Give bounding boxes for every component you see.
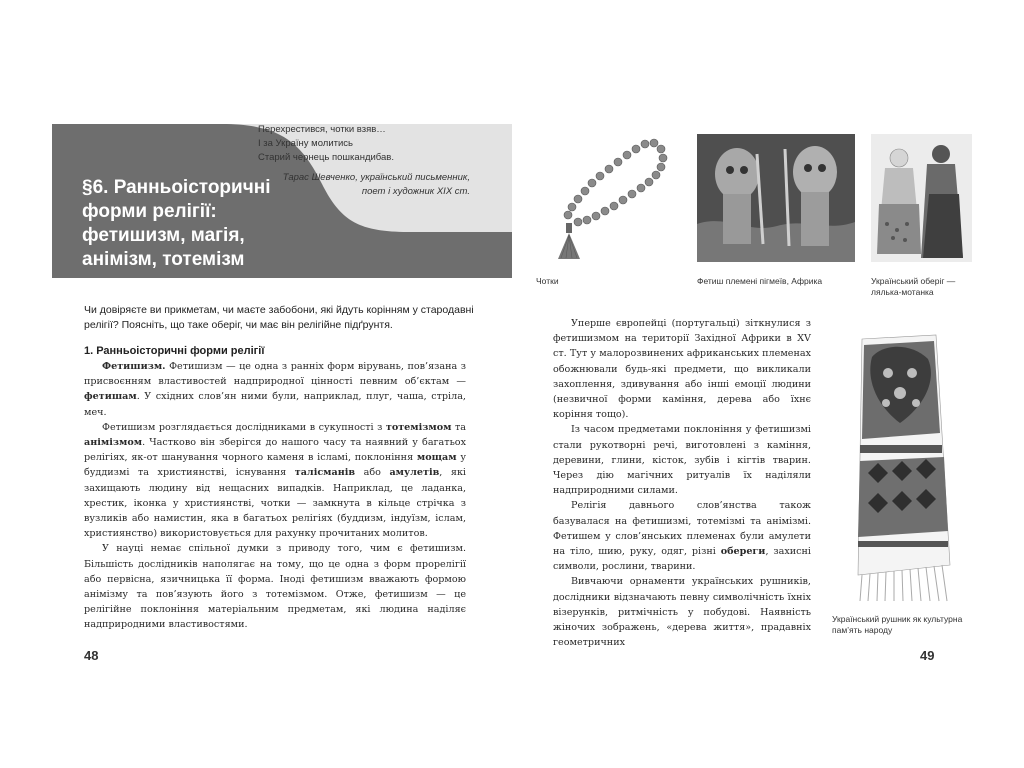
paragraph-text: Вивчаючи орнаменти українських рушників, дослідники відзначають певну символічність їхніх візерунків, ритмічність у побудові. Наявність жіночих зображень, «дерева життя», прадавніх геометричних (553, 576, 811, 649)
intro-question: Чи довіряєте ви прикметам, чи маєте забобони, які йдуть корінням у стародавні релігії? Поясніть, що таке оберіг, чи має він релігійне підґрунтя. (84, 304, 474, 331)
paragraph-text: або (355, 467, 390, 479)
bold-term: Фетишизм. (102, 361, 166, 372)
caption-doll-line: Український оберіг — (871, 276, 956, 286)
caption-fetish: Фетиш племені пігмеїв, Африка (697, 276, 823, 286)
bold-term: амулетів (389, 467, 440, 479)
bold-term: талісманів (294, 467, 356, 479)
bold-term: мощам (416, 452, 457, 464)
paragraph-text: Релігія давнього слов’янства також базувалася на фетишизмі, тотемізмі та анімізмі. Фетишем у слов’янських племенах були амулети на тіло, шию, руку, одяг, різні (553, 500, 811, 558)
right-paragraph (553, 316, 811, 422)
caption-beads: Чотки (536, 276, 559, 286)
section-heading: 1. Ранньоісторичні форми релігії (84, 345, 265, 357)
bold-term: фетишам (84, 391, 137, 403)
chapter-title-line: форми релігії: (82, 201, 217, 222)
right-paragraph (553, 498, 811, 574)
paragraph-text: , які захищають людину від нещасних випадків. Наприклад, це ладанка, хрестик, іконка у християнстві, чотки — замкнута в кільце стрічка з вузликів або намистин, яка в багатьох релігіях (буддизм, індуїзм, іслам, християнство) використовується для рахунку прочитаних молитов. (84, 467, 467, 540)
paragraph-text: Уперше європейці (португальці) зіткнулися з фетишизмом на території Західної Африки в XV ст. Тут у малорозвинених африканських племенах обожнювали будь-які предмети, що викликали захоплення, здивування або інші емоції людини (незвичної форми каміння, дерева або їхнє коріння тощо). (553, 318, 811, 421)
epigraph-line: Старий чернець пошкандибав. (258, 152, 394, 163)
caption-doll (871, 276, 955, 298)
epigraph (258, 123, 478, 199)
left-paragraph (84, 541, 466, 632)
epigraph-author: поет і художник XIX ст. (361, 186, 470, 197)
paragraph-text: Фетишизм розглядається дослідниками в сукупності з (102, 421, 386, 433)
paragraph-text: Із часом предметами поклоніння у фетишизмі стали рукотворні речі, виготовлені з каміння, деревини, глини, кісток, зубів і кігтів тварин. Через дію магічних ритуалів їх наділяли надприродними силами. (553, 424, 811, 497)
paragraph-text: . Частково він зберігся до нашого часу та наявний у багатьох релігіях, як-от шанування чорного каменя в ісламі, поклоніння (84, 437, 466, 464)
paragraph-text: у буддизмі та християнстві, існування (84, 452, 466, 479)
paragraph-text: У науці немає спільної думки з приводу того, чим є фетишизм. Більшість дослідників наполягає на тому, що це одна з форм прорелігії або первісна, язичницька її форма. Іноді фетишизм вважають формою анімізму та пов’язують його з тотемізмом. Отже, фетишизм — це релігійне поклоніння матеріальним предметам, які людина наділяє надприродними властивостями. (84, 543, 466, 631)
caption-towel (832, 614, 982, 636)
left-paragraph (84, 420, 466, 542)
caption-towel-line: Український рушник як культурна (832, 614, 963, 624)
chapter-title-line: анімізм, тотемізм (82, 249, 245, 270)
paragraph-text: Фетишизм — це одна з ранніх форм вірувань, пов’язана з присвоєнням властивостей надприродної цінності певним об’єктам — (84, 361, 466, 388)
page-number-left: 48 (84, 648, 99, 663)
chapter-title-line: фетишизм, магія, (82, 225, 245, 246)
right-body-text (553, 316, 811, 650)
paragraph-text: , захисні символи, рослини, тварини. (553, 546, 811, 573)
epigraph-line: І за Україну молитись (258, 138, 353, 149)
epigraph-line: Перехрестився, чотки взяв… (258, 124, 386, 135)
caption-doll-line: лялька-мотанка (871, 287, 934, 297)
bold-term: обереги (720, 546, 766, 558)
caption-towel-line: пам’ять народу (832, 625, 893, 635)
fetish-photo (697, 134, 855, 262)
paragraph-text: . У східних слов’ян ними були, наприклад, плуг, чаша, стріла, меч. (84, 391, 466, 418)
chapter-title-line: §6. Ранньоісторичні (82, 177, 271, 198)
bold-term: анімізмом (84, 437, 143, 449)
bold-term: тотемізмом (385, 421, 452, 433)
right-paragraph (553, 574, 811, 650)
prayer-beads-image (536, 131, 668, 265)
paragraph-text: та (451, 421, 466, 433)
epigraph-author: Тарас Шевченко, український письменник, (282, 172, 470, 183)
right-paragraph (553, 422, 811, 498)
motanka-doll-photo (871, 134, 972, 262)
left-paragraph (84, 359, 466, 420)
page-number-right: 49 (920, 648, 935, 663)
embroidered-towel-photo (832, 333, 970, 605)
left-body-text (84, 359, 466, 633)
